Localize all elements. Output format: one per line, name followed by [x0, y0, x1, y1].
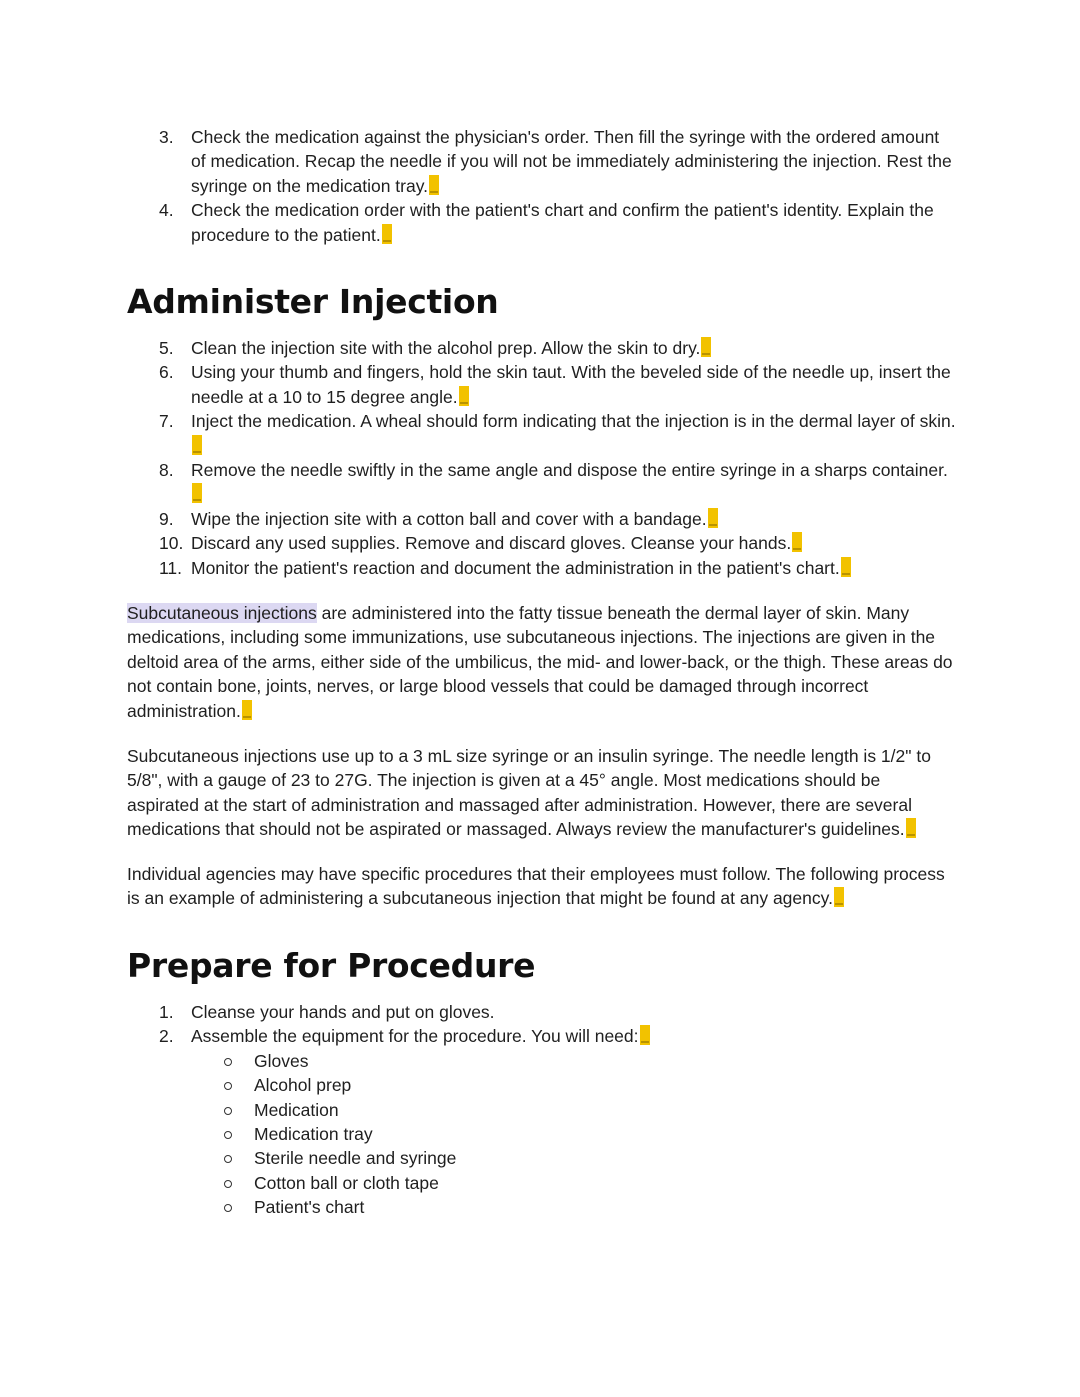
- step-number: 1.: [159, 1002, 174, 1022]
- list-item: [127, 336, 957, 360]
- paragraph-text: are administered into the fatty tissue beneath the dermal layer of skin. Many medications, including some immunizations, use subcutaneous injections. The injections are given in the deltoid area of the arms, either side of the umbilicus, the mid- and lower-back, or the thigh. These areas do not contain bone, joints, nerves, or large blood vessels that could be damaged through incorrect administration.: [127, 603, 953, 721]
- comment-marker-icon[interactable]: [906, 818, 916, 838]
- step-text: Clean the injection site with the alcohol prep. Allow the skin to dry.: [191, 338, 701, 358]
- administer-steps-block: [127, 336, 957, 580]
- top-steps-block: [127, 125, 957, 247]
- list-item: [127, 1024, 957, 1048]
- list-item: [127, 1073, 957, 1097]
- step-number: 6.: [159, 362, 174, 383]
- equipment-item: Alcohol prep: [254, 1075, 352, 1096]
- step-text: Wipe the injection site with a cotton ball and cover with a bandage.: [191, 508, 707, 529]
- list-item: [127, 458, 957, 507]
- prepare-steps-block: [127, 1000, 957, 1220]
- step-text: Remove the needle swiftly in the same angle and dispose the entire syringe in a sharps container.: [191, 460, 948, 481]
- comment-marker-icon[interactable]: [192, 435, 202, 455]
- step-number: 7.: [159, 411, 174, 432]
- paragraph-agency-procedures: [127, 862, 957, 911]
- step-text: Assemble the equipment for the procedure. You will need:: [191, 1026, 639, 1047]
- highlighted-term[interactable]: Subcutaneous injections: [127, 603, 317, 623]
- paragraph-syringe-details: [127, 744, 957, 842]
- step-number: 9.: [159, 508, 174, 529]
- equipment-item: Medication tray: [254, 1124, 373, 1145]
- step-text: Check the medication order with the patient's chart and confirm the patient's identity. Explain the procedure to the patient.: [191, 200, 934, 245]
- step-number: 4.: [159, 200, 174, 221]
- administer-steps-list: [127, 336, 957, 580]
- list-item: [127, 1171, 957, 1195]
- list-item: [127, 556, 957, 580]
- paragraph: [127, 862, 957, 911]
- step-text: Discard any used supplies. Remove and discard gloves. Cleanse your hands.: [191, 533, 792, 554]
- step-number: 2.: [159, 1026, 174, 1047]
- paragraph-text: Individual agencies may have specific procedures that their employees must follow. The following process is an example of administering a subcutaneous injection that might be found at any agency.: [127, 864, 945, 909]
- hollow-circle-bullet-icon: [224, 1058, 232, 1066]
- comment-marker-icon[interactable]: [701, 337, 711, 357]
- list-item: [127, 1122, 957, 1146]
- comment-marker-icon[interactable]: [640, 1025, 650, 1045]
- list-item: [127, 531, 957, 555]
- hollow-circle-bullet-icon: [224, 1204, 232, 1212]
- comment-marker-icon[interactable]: [429, 175, 439, 195]
- equipment-item: Sterile needle and syringe: [254, 1148, 457, 1169]
- step-text: Using your thumb and fingers, hold the skin taut. With the beveled side of the needle up, insert the needle at a 10 to 15 degree angle.: [191, 362, 951, 407]
- list-item: [127, 360, 957, 409]
- list-item: [127, 198, 957, 247]
- paragraph-text: Subcutaneous injections use up to a 3 mL size syringe or an insulin syringe. The needle length is 1/2" to 5/8", with a gauge of 23 to 27G. The injection is given at a 45° angle. Most medications should be aspirated at the start of administration and massaged after administration. However, there are several medications that should not be aspirated or massaged. Always review the manufacturer's guidelines.: [127, 746, 931, 840]
- equipment-item: Gloves: [254, 1050, 309, 1071]
- paragraph-subcutaneous-intro: [127, 601, 957, 723]
- hollow-circle-bullet-icon: [224, 1155, 232, 1163]
- step-number: 11.: [159, 557, 183, 578]
- list-item: [127, 507, 957, 531]
- paragraph: [127, 601, 957, 723]
- list-item: [127, 125, 957, 198]
- step-text: Check the medication against the physician's order. Then fill the syringe with the ordered amount of medication. Recap the needle if you will not be immediately administering the injection. Rest the syringe on the medication tray.: [191, 127, 952, 196]
- equipment-item: Patient's chart: [254, 1197, 365, 1218]
- hollow-circle-bullet-icon: [224, 1107, 232, 1115]
- hollow-circle-bullet-icon: [224, 1131, 232, 1139]
- comment-marker-icon[interactable]: [192, 483, 202, 503]
- list-item: [127, 409, 957, 458]
- comment-marker-icon[interactable]: [834, 887, 844, 907]
- comment-marker-icon[interactable]: [382, 224, 392, 244]
- administer-section: [127, 282, 957, 322]
- step-text: Monitor the patient's reaction and document the administration in the patient's chart.: [191, 557, 840, 578]
- comment-marker-icon[interactable]: [459, 386, 469, 406]
- prepare-section: [127, 946, 957, 986]
- list-item: [127, 1195, 957, 1219]
- step-number: 10.: [159, 533, 184, 554]
- step-number: 3.: [159, 127, 174, 147]
- list-item: [127, 1049, 957, 1073]
- section-heading-prepare: Prepare for Procedure: [127, 946, 536, 985]
- list-item: [127, 1146, 957, 1170]
- step-text: Cleanse your hands and put on gloves.: [191, 1002, 495, 1022]
- top-steps-list: [127, 125, 957, 247]
- comment-marker-icon[interactable]: [708, 508, 718, 528]
- paragraph: [127, 744, 957, 842]
- step-number: 8.: [159, 460, 174, 481]
- section-heading-administer: Administer Injection: [127, 282, 499, 321]
- equipment-list: [127, 1049, 957, 1220]
- comment-marker-icon[interactable]: [242, 700, 252, 720]
- hollow-circle-bullet-icon: [224, 1082, 232, 1090]
- prepare-steps-list: [127, 1000, 957, 1049]
- comment-marker-icon[interactable]: [841, 557, 851, 577]
- list-item: [127, 1098, 957, 1122]
- equipment-item: Cotton ball or cloth tape: [254, 1172, 439, 1193]
- equipment-item: Medication: [254, 1099, 339, 1120]
- step-number: 5.: [159, 338, 174, 358]
- list-item: [127, 1000, 957, 1024]
- comment-marker-icon[interactable]: [792, 532, 802, 552]
- step-text: Inject the medication. A wheal should form indicating that the injection is in the dermal layer of skin.: [191, 411, 956, 432]
- hollow-circle-bullet-icon: [224, 1180, 232, 1188]
